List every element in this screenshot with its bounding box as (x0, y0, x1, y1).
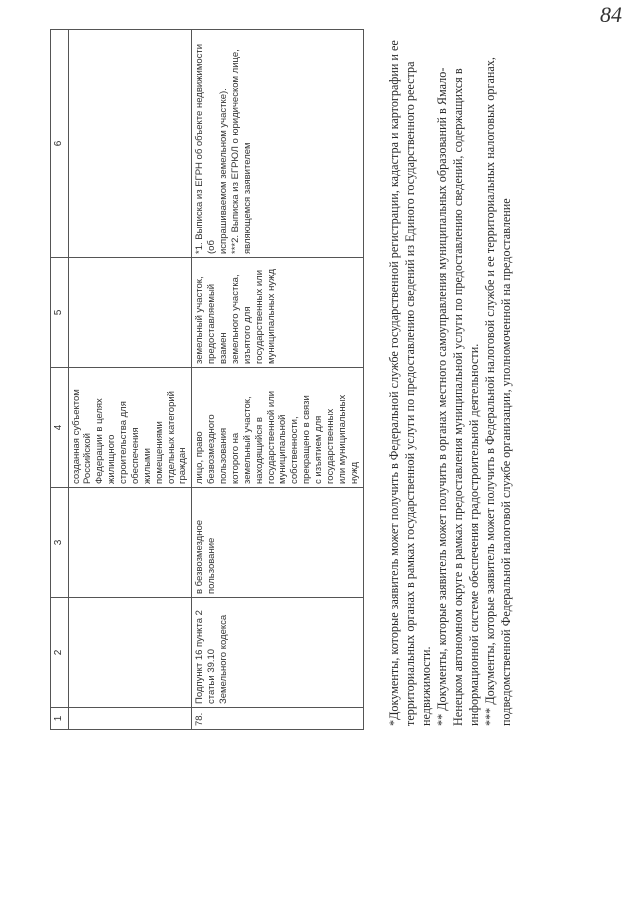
cell-line: безвозмездного (206, 414, 218, 484)
cell-line: собственности, (289, 416, 301, 484)
cell-line: с изъятием для (313, 415, 324, 484)
cell-line: государственных или (253, 269, 265, 364)
table-cell (68, 258, 192, 368)
footnote: *** Документы, которые заявитель может получить в Федеральной налоговой службе и ее территориальных налоговых органах, подведомственной Федеральной налоговой службе организации, уполномоченной на предоставление (482, 57, 513, 726)
cell-line: ***2. Выписка из ЕГРЮЛ о юридическом лице, (229, 49, 241, 254)
cell-line: или муниципальных (336, 394, 348, 484)
cell-line: муниципальных нужд (265, 268, 277, 364)
table-cell (68, 598, 192, 708)
cell-line: нужд (348, 461, 360, 484)
cell-line: жилыми (141, 448, 153, 484)
header-cell: 2 (51, 598, 69, 708)
cell-line: государственных (324, 408, 336, 484)
table-cell (68, 30, 192, 258)
header-cell: 1 (51, 708, 69, 730)
cell-line: которого на (229, 432, 241, 484)
cell-line: Федерации в целях (94, 398, 106, 484)
cell-line: являющемся заявителем (241, 142, 253, 254)
cell-line: помещениями (153, 421, 165, 484)
cell-line: в безвозмездное (194, 519, 206, 594)
table-row (68, 30, 192, 730)
cell-line: земельный участок, (194, 276, 206, 364)
cell-line: жилищного (106, 434, 118, 484)
cell-line: государственной или (265, 390, 277, 484)
legal-basis-cell (192, 598, 363, 708)
land-plot-cell (192, 258, 363, 368)
header-cell: 6 (51, 30, 69, 258)
table-cell (68, 488, 192, 598)
cell-line: лицо, право (194, 431, 206, 484)
row-number-cell: 78. (192, 708, 363, 730)
cell-line: строительства для (118, 401, 129, 484)
cell-line: земельного участка, (229, 274, 241, 364)
cell-line: Подпункт 16 пункта 2 (194, 610, 206, 704)
header-cell: 4 (51, 368, 69, 488)
cell-line: находящийся в (253, 417, 265, 484)
cell-line: отдельных категорий (165, 391, 177, 484)
cell-line: созданная субъектом (70, 389, 82, 484)
table-cell (68, 368, 192, 488)
cell-line: Земельного кодекса (218, 614, 229, 704)
table-header-row (51, 30, 69, 730)
cell-line: муниципальной (277, 414, 289, 484)
cell-line: изъятого для (241, 306, 253, 364)
cell-line: *1. Выписка из ЕГРН об объекте недвижимости (об (194, 43, 218, 254)
table-row (192, 30, 363, 730)
page-number: 84 (600, 2, 622, 27)
footnotes (386, 36, 514, 730)
cell-line: Российской (82, 433, 94, 484)
cell-line: пользования (218, 427, 229, 484)
cell-line: предоставляемый взамен (206, 283, 229, 364)
footnote: ** Документы, которые заявитель может получить в органах местного самоуправления муниципальных образований в Ямало-Ненецком автономном округе в рамках предоставления муниципальной услуги по предоставлению сведений, содержащихся в информационной системе обеспечения градостроительной деятельности. (434, 67, 481, 726)
cell-line: обеспечения (129, 427, 141, 484)
cell-line: испрашиваемом земельном участке). (218, 88, 229, 254)
cell-line: прекращено в связи (301, 395, 313, 484)
header-cell: 3 (51, 488, 69, 598)
cell-line: пользование (206, 537, 218, 594)
data-table (50, 29, 364, 730)
documents-cell (192, 30, 363, 258)
rotated-content (50, 30, 590, 730)
right-type-cell (192, 488, 363, 598)
table-cell (68, 708, 192, 730)
footnote: *Документы, которые заявитель может получить в Федеральной службе государственной регистрации, кадастра и картографии и ее территориальных органах в рамках государственной услуги по предоставлению сведений из Единого государственного реестра недвижимости. (386, 40, 433, 726)
cell-line: статьи 39.10 (206, 648, 218, 704)
cell-line: земельный участок, (241, 396, 253, 484)
applicant-cell (192, 368, 363, 488)
header-cell: 5 (51, 258, 69, 368)
cell-line: граждан (177, 447, 189, 484)
